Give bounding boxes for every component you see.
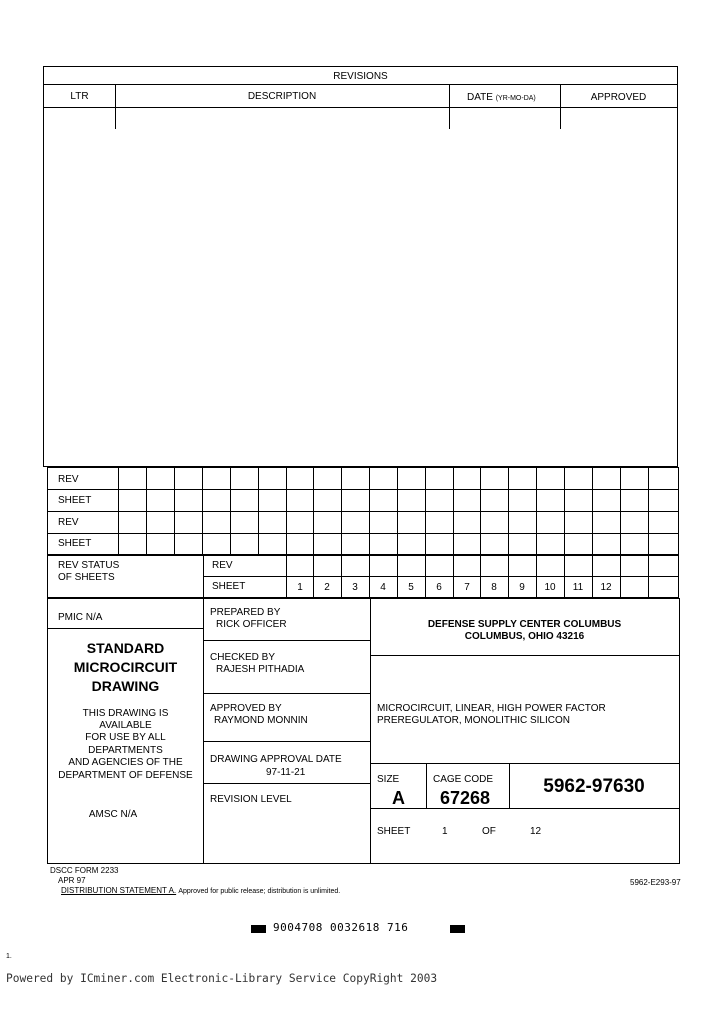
availability-line-1: THIS DRAWING IS [82, 708, 169, 719]
rev-status-label-1: REV STATUS [58, 560, 120, 571]
agency-line-2: COLUMBUS, OHIO 43216 [464, 631, 585, 642]
grid-column-divider [453, 468, 454, 554]
availability-line-5: AND AGENCIES OF THE [68, 757, 183, 768]
availability-line-3: FOR USE BY ALL [85, 732, 166, 743]
prepared-by-name: RICK OFFICER [216, 619, 287, 630]
pmic-label: PMIC N/A [58, 612, 103, 623]
grid-row-rev-2: REV [58, 517, 79, 528]
sheet-label: SHEET [377, 826, 411, 837]
of-label: OF [482, 826, 496, 837]
grid-column-divider [258, 468, 259, 554]
grid-column-divider [146, 468, 147, 554]
status-sheet-number: 6 [436, 582, 442, 593]
grid-column-divider [174, 468, 175, 554]
availability-line-2: AVAILABLE [99, 720, 152, 731]
checked-by-name: RAJESH PITHADIA [216, 664, 305, 675]
corner-mark: 1. [6, 953, 12, 960]
grid-column-divider [508, 468, 509, 554]
agency-line-1: DEFENSE SUPPLY CENTER COLUMBUS [427, 619, 622, 630]
grid-column-divider [648, 468, 649, 554]
grid-column-divider [536, 468, 537, 554]
approval-date-label: DRAWING APPROVAL DATE [210, 754, 342, 765]
status-sheet-number: 7 [464, 582, 470, 593]
distribution-text: Approved for public release; distribution is unlimited. [178, 888, 341, 895]
barcode-text: 9004708 0032618 716 [273, 921, 409, 934]
status-column-divider [648, 556, 649, 598]
status-sheet-number: 11 [572, 582, 584, 593]
grid-row-sheet-2: SHEET [58, 538, 92, 549]
revisions-col-description: DESCRIPTION [247, 91, 317, 102]
revisions-block [43, 66, 678, 467]
grid-column-divider [341, 468, 342, 554]
approved-by-label: APPROVED BY [210, 703, 282, 714]
revisions-col-ltr: LTR [70, 91, 89, 102]
status-sheet-number: 3 [352, 582, 358, 593]
status-sheet-number: 5 [408, 582, 414, 593]
of-value: 12 [530, 826, 542, 837]
revisions-col-date: DATE (YR-MO-DA) [467, 92, 536, 103]
amsc-label: AMSC N/A [88, 809, 138, 820]
grid-column-divider [397, 468, 398, 554]
standard-line-2: MICROCIRCUIT [73, 659, 178, 675]
grid-column-divider [313, 468, 314, 554]
status-sheet-number: 4 [380, 582, 386, 593]
grid-column-divider [564, 468, 565, 554]
grid-column-divider [230, 468, 231, 554]
grid-column-divider [480, 468, 481, 554]
distribution-label: DISTRIBUTION STATEMENT A. [61, 886, 177, 895]
status-sheet-number: 2 [324, 582, 330, 593]
document-code: 5962-E293-97 [630, 878, 681, 887]
prepared-by-label: PREPARED BY [210, 607, 281, 618]
checked-by-label: CHECKED BY [210, 652, 276, 663]
status-sheet-number: 8 [491, 582, 497, 593]
size-label: SIZE [377, 774, 400, 785]
sheet-value: 1 [442, 826, 448, 837]
distribution-statement [61, 886, 340, 897]
grid-row-sheet-1: SHEET [58, 495, 92, 506]
status-column-divider [620, 556, 621, 598]
rev-status-rev-label: REV [212, 560, 233, 571]
status-sheet-number: 1 [297, 582, 303, 593]
approved-by-name: RAYMOND MONNIN [214, 715, 308, 726]
grid-column-divider [286, 468, 287, 554]
revisions-title: REVISIONS [333, 71, 388, 82]
status-sheet-number: 10 [544, 582, 556, 593]
grid-column-divider [202, 468, 203, 554]
rev-status-label-2: OF SHEETS [58, 572, 115, 583]
approval-date-value: 97-11-21 [266, 767, 306, 778]
form-date: APR 97 [58, 876, 86, 885]
rev-status-sheet-label: SHEET [212, 581, 246, 592]
cage-code-label: CAGE CODE [433, 774, 494, 785]
availability-line-4: DEPARTMENTS [88, 745, 163, 756]
status-sheet-number: 9 [519, 582, 525, 593]
revisions-col-approved: APPROVED [590, 92, 647, 103]
barcode-block-left [251, 925, 266, 933]
grid-column-divider [592, 468, 593, 554]
grid-column-divider [118, 468, 119, 554]
title-line-2: PREREGULATOR, MONOLITHIC SILICON [377, 715, 570, 726]
standard-line-1: STANDARD [86, 640, 165, 656]
grid-row-rev-1: REV [58, 474, 79, 485]
availability-line-6: DEPARTMENT OF DEFENSE [58, 770, 193, 781]
form-number: DSCC FORM 2233 [50, 866, 119, 875]
powered-by-line: Powered by ICminer.com Electronic-Library Service CopyRight 2003 [6, 972, 438, 985]
grid-column-divider [620, 468, 621, 554]
status-sheet-number: 12 [600, 582, 612, 593]
cage-code-value: 67268 [440, 788, 491, 808]
standard-line-3: DRAWING [91, 678, 160, 694]
barcode-block-right [450, 925, 465, 933]
size-value: A [392, 788, 405, 808]
title-line-1: MICROCIRCUIT, LINEAR, HIGH POWER FACTOR [377, 703, 606, 714]
grid-column-divider [369, 468, 370, 554]
drawing-number: 5962-97630 [543, 776, 645, 797]
grid-column-divider [425, 468, 426, 554]
revision-level-label: REVISION LEVEL [210, 794, 292, 805]
